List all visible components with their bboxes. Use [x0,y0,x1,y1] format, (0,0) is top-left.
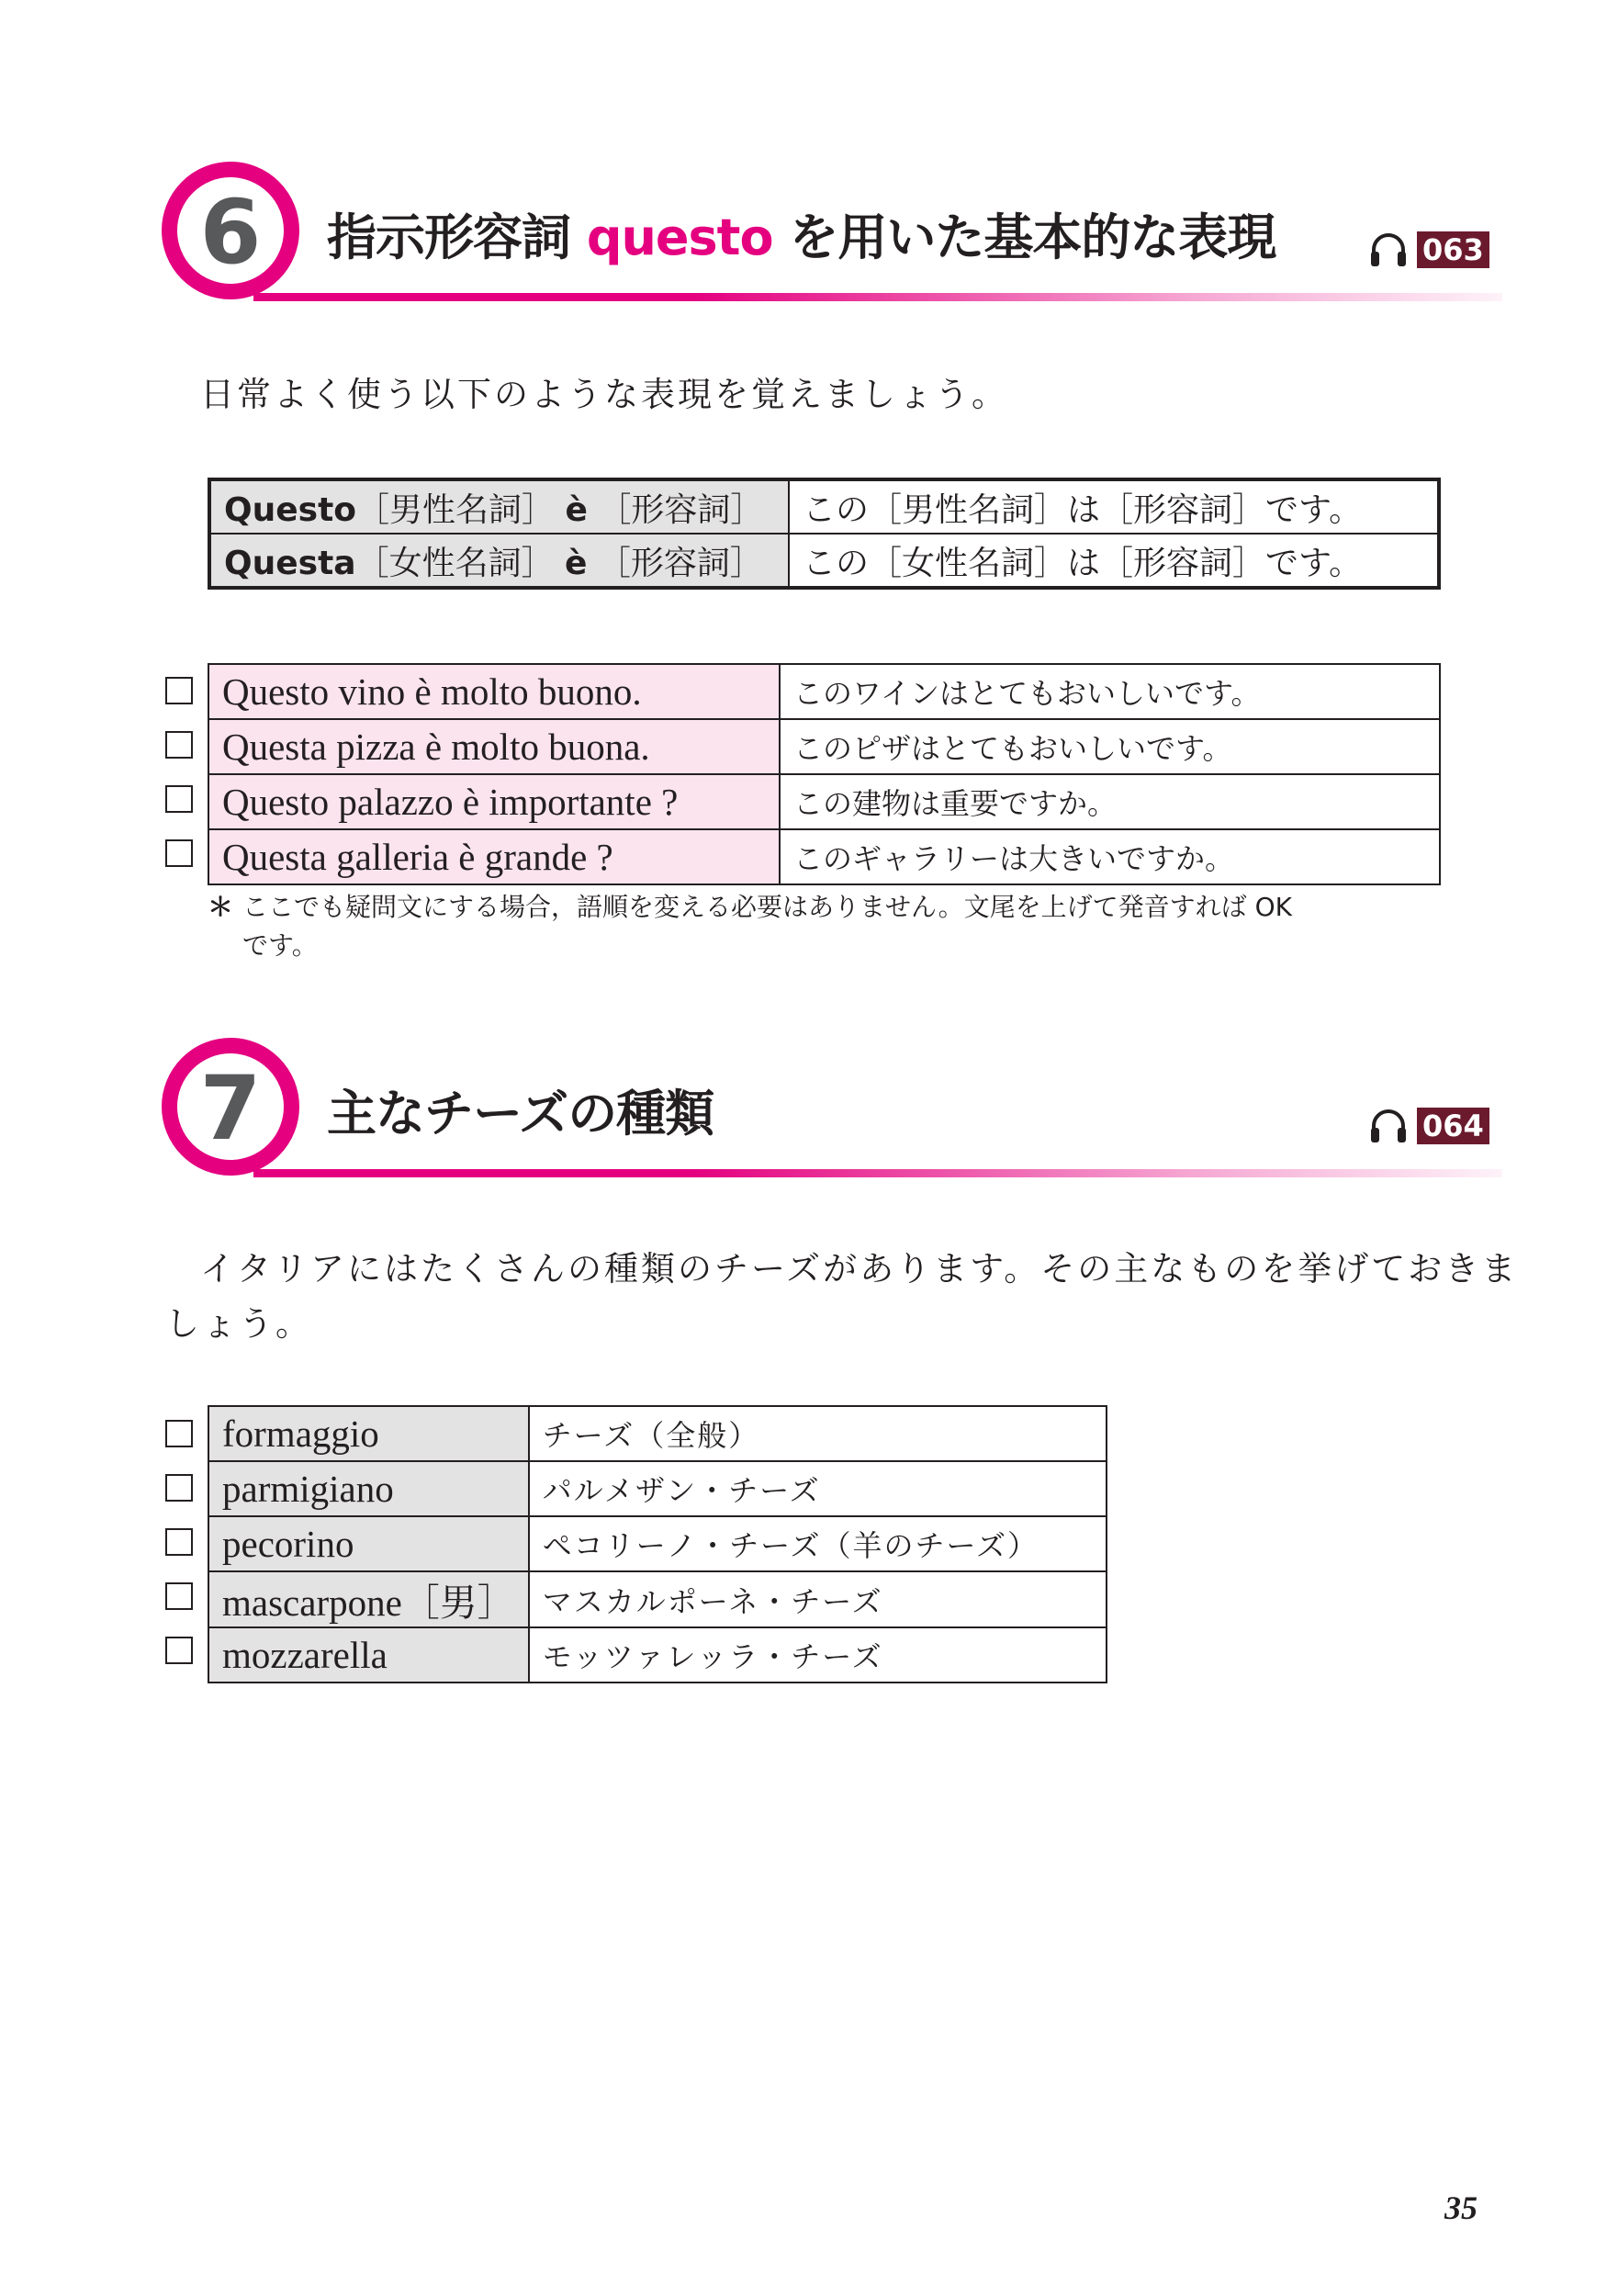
footnote [208,888,1493,965]
table-row [208,1516,1107,1571]
audio-track-063[interactable] [1369,231,1489,268]
cheese-table [208,1405,1107,1683]
pattern-right-cell: この［男性名詞］は［形容詞］です。 [789,479,1439,534]
japanese-translation: このワインはとてもおいしいです。 [780,664,1440,719]
cheese-japanese: チーズ（全般） [529,1406,1107,1461]
audio-track-064[interactable] [1369,1108,1489,1144]
japanese-translation: このギャラリーは大きいですか。 [780,829,1440,884]
section-7-title: 主なチーズの種類 [327,1085,714,1142]
table-row [208,774,1440,829]
cheese-japanese: パルメザン・チーズ [529,1461,1107,1516]
note-line-2: です。 [242,930,318,961]
section-7-number-badge [162,1038,299,1176]
section-6-number: 6 [199,181,262,284]
pattern-left-cell: Questo［男性名詞］ è ［形容詞］ [209,479,789,534]
checkbox-icon[interactable] [165,1582,193,1610]
cheese-italian: parmigiano [208,1461,529,1516]
table-row [208,829,1440,884]
pattern-row [209,479,1439,534]
italian-phrase: Questa pizza è molto buona. [208,719,780,774]
italian-phrase: Questo vino è molto buono. [208,664,780,719]
checkbox-icon[interactable] [165,785,193,813]
section-6-header [162,162,1493,318]
table-row [208,1571,1107,1627]
checkbox-icon[interactable] [165,1474,193,1502]
title-keyword: questo [586,208,773,266]
table-row [208,664,1440,719]
table-row [208,719,1440,774]
section-6-number-badge [162,162,299,299]
checkbox-icon[interactable] [165,839,193,867]
example-table [208,663,1441,885]
japanese-translation: このピザはとてもおいしいです。 [780,719,1440,774]
cheese-japanese: マスカルポーネ・チーズ [529,1571,1107,1627]
pattern-right-cell: この［女性名詞］は［形容詞］です。 [789,534,1439,588]
section-7-header [162,1038,1493,1194]
table-row [208,1627,1107,1683]
table-row [208,1406,1107,1461]
pattern-table [208,478,1441,590]
checkbox-icon[interactable] [165,1420,193,1447]
headphones-icon [1369,231,1408,268]
cheese-italian: formaggio [208,1406,529,1461]
section-6-title: 指示形容詞 questo を用いた基本的な表現 [327,208,1276,266]
checkbox-icon[interactable] [165,1637,193,1664]
table-row [208,1461,1107,1516]
checkbox-icon[interactable] [165,677,193,704]
cheese-japanese: ペコリーノ・チーズ（羊のチーズ） [529,1516,1107,1571]
headphones-icon [1369,1108,1408,1144]
pattern-left-cell: Questa［女性名詞］ è ［形容詞］ [209,534,789,588]
page-number: 35 [1444,2189,1478,2226]
checkbox-icon[interactable] [165,731,193,759]
section-6-underline [253,293,1502,301]
cheese-italian: pecorino [208,1516,529,1571]
note-line-1: ここでも疑問文にする場合，語順を変える必要はありません。文尾を上げて発音すれば OK [242,892,1292,922]
section-7-intro-line-2: しょう。 [165,1304,312,1344]
track-number: 064 [1417,1108,1489,1144]
italian-phrase: Questo palazzo è importante ? [208,774,780,829]
cheese-italian: mozzarella [208,1627,529,1683]
cheese-japanese: モッツァレッラ・チーズ [529,1627,1107,1683]
section-7-number: 7 [199,1057,262,1160]
japanese-translation: この建物は重要ですか。 [780,774,1440,829]
note-mark: ＊ [208,892,234,922]
cheese-italian: mascarpone［男］ [208,1571,529,1627]
section-6-intro: 日常よく使う以下のような表現を覚えましょう。 [200,375,1008,414]
section-7-intro-line-1: イタリアにはたくさんの種類のチーズがあります。その主なものを挙げておきま [200,1249,1519,1289]
pattern-row [209,534,1439,588]
track-number: 063 [1417,231,1489,268]
italian-phrase: Questa galleria è grande ? [208,829,780,884]
section-7-underline [253,1169,1502,1177]
checkbox-icon[interactable] [165,1528,193,1556]
